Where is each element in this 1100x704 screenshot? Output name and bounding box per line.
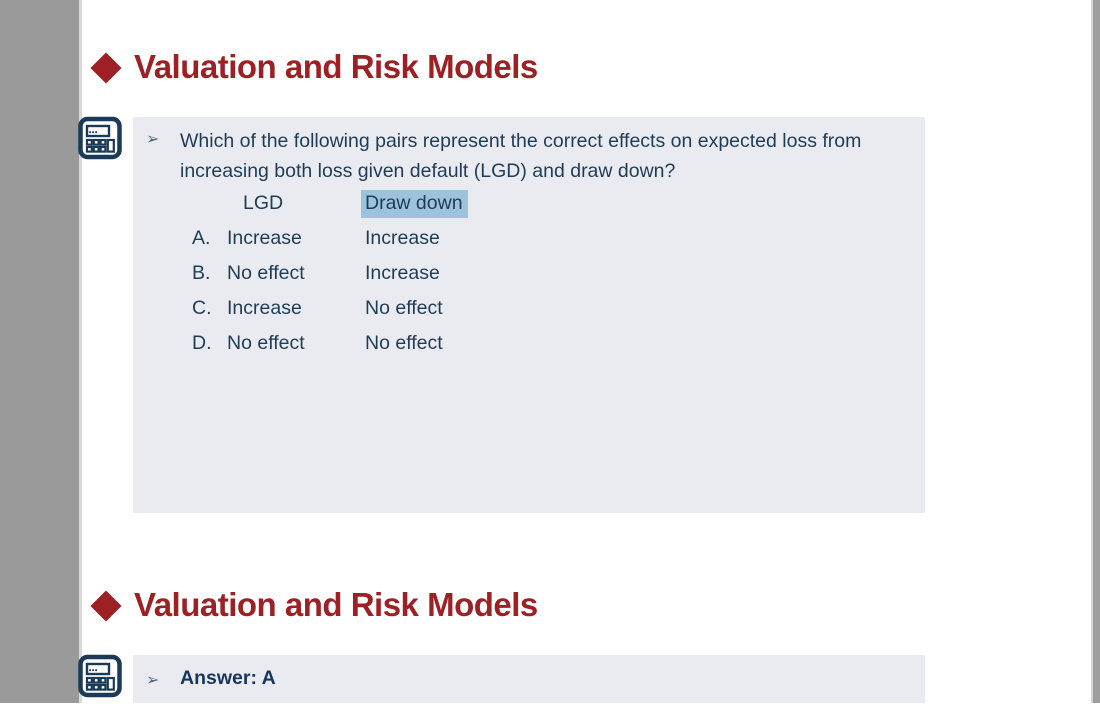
option-row-d	[192, 326, 925, 361]
question-panel	[133, 117, 925, 513]
option-letter: D.	[192, 332, 212, 354]
answer-panel	[133, 655, 925, 703]
calculator-icon	[77, 654, 123, 704]
option-lgd-value: Increase	[227, 297, 302, 319]
option-drawdown-value: No effect	[365, 297, 443, 319]
calculator-icon	[77, 116, 123, 166]
arrow-bullet-icon: ➢	[146, 131, 160, 148]
page-left-edge	[79, 0, 82, 703]
option-drawdown-value: Increase	[365, 262, 440, 284]
slide1-title: Valuation and Risk Models	[134, 48, 538, 85]
arrow-bullet-icon: ➢	[146, 672, 160, 689]
slide2-title: Valuation and Risk Models	[134, 586, 538, 623]
scrollbar[interactable]	[1093, 0, 1100, 703]
options-table	[192, 190, 925, 361]
diamond-bullet-icon	[90, 590, 121, 621]
option-row-a	[192, 221, 925, 256]
option-drawdown-value: Increase	[365, 227, 440, 249]
answer-text: Answer: A	[180, 667, 276, 689]
options-header-row	[192, 190, 925, 218]
option-lgd-value: No effect	[227, 262, 305, 284]
option-letter: C.	[192, 297, 212, 319]
option-lgd-value: Increase	[227, 227, 302, 249]
option-lgd-value: No effect	[227, 332, 305, 354]
option-letter: A.	[192, 227, 211, 249]
option-drawdown-value: No effect	[365, 332, 443, 354]
viewer-left-gutter	[0, 0, 79, 703]
question-line-2: increasing both loss given default (LGD) and draw down?	[180, 160, 676, 182]
option-letter: B.	[192, 262, 211, 284]
diamond-bullet-icon	[90, 52, 121, 83]
col-header-lgd: LGD	[243, 192, 284, 214]
option-row-b	[192, 256, 925, 291]
option-row-c	[192, 291, 925, 326]
question-text	[180, 126, 861, 186]
question-line-1: Which of the following pairs represent the correct effects on expected loss from	[180, 130, 862, 152]
col-header-drawdown-selected-text: Draw down	[361, 190, 468, 218]
